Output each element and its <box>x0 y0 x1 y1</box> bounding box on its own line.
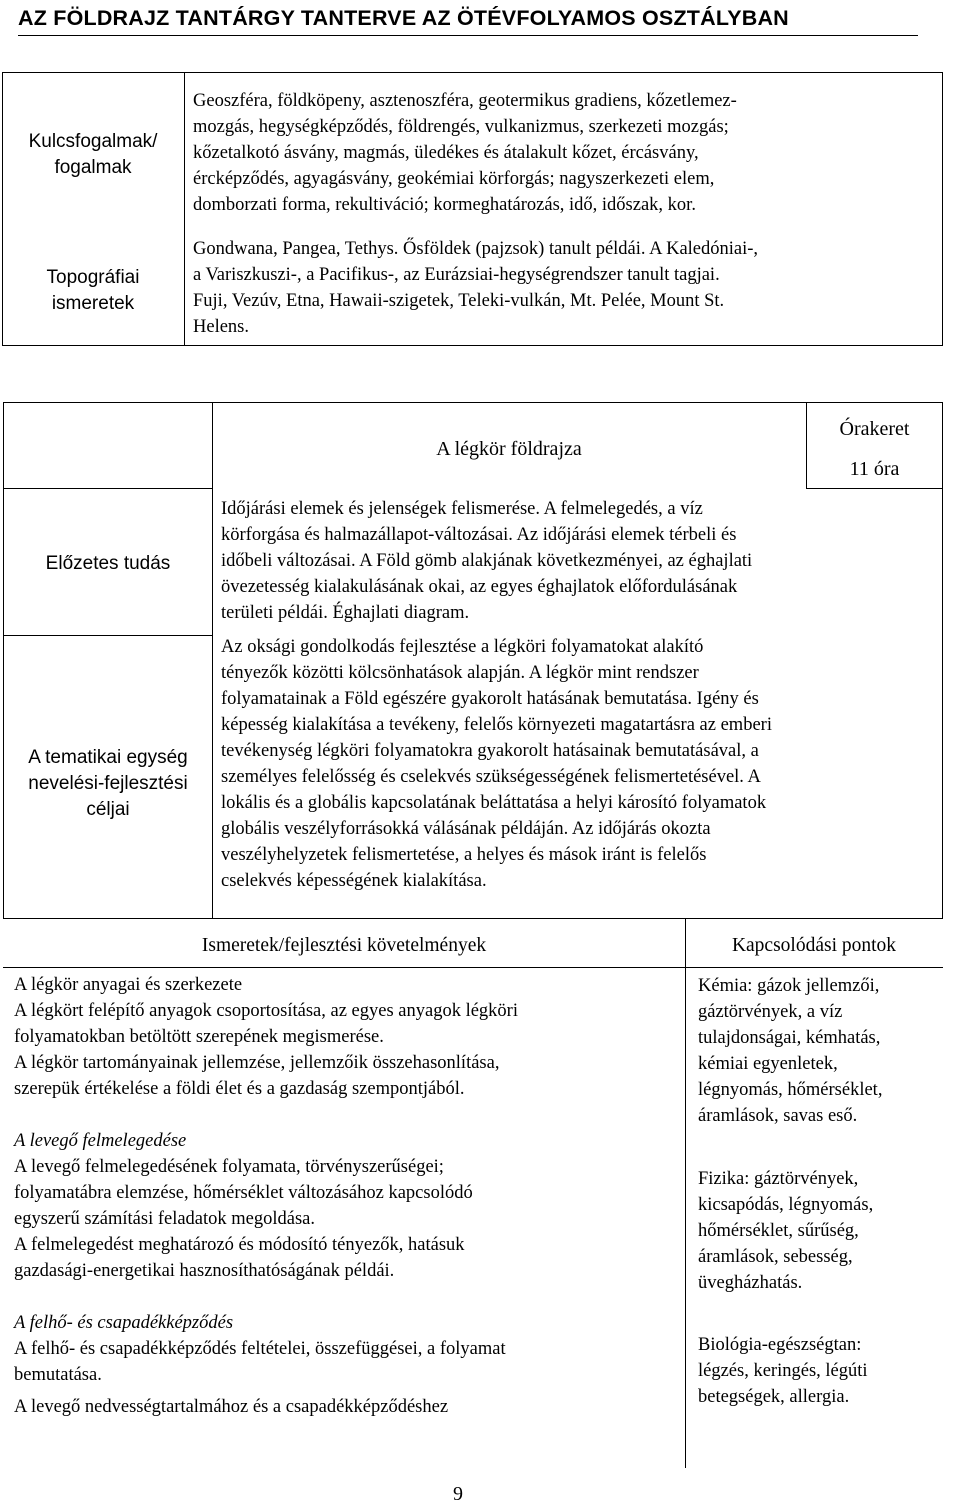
prior-knowledge-text: Időjárási elemek és jelenségek felismerése. A felmelegedés, a víz körforgása és halmazállapot-változásai. Az időjárási elemek térbeli és időbeli változásai. A Föld gömb alakjának következményei, az éghajlati övezetesség kialakulásának okai, az egyes éghajlatok előfordulásának területi példái. Éghajlati diagram. <box>221 499 753 623</box>
unit-border-mid <box>212 402 213 918</box>
section-title-atmosphere: A légkör anyagai és szerkezete <box>14 975 243 995</box>
topography-label: Topográfiai ismeretek <box>46 267 140 314</box>
unit-border-bottom <box>3 918 943 919</box>
hours-value: 11 óra <box>849 458 900 480</box>
page-header-title: AZ FÖLDRAJZ TANTÁRGY TANTERVE AZ ÖTÉVFOLYAMOS OSZTÁLYBAN <box>18 6 789 30</box>
biology-connections: Biológia-egészségtan: légzés, keringés, légúti betegségek, allergia. <box>698 1335 868 1407</box>
header-rule <box>18 35 918 36</box>
unit-border-left <box>3 402 4 918</box>
connections-header: Kapcsolódási pontok <box>731 935 897 956</box>
requirements-header: Ismeretek/fejlesztési követelmények <box>201 935 487 956</box>
requirements-divider <box>685 918 686 1468</box>
unit-title: A légkör földrajza <box>436 438 582 460</box>
topography-text: Gondwana, Pangea, Tethys. Ősföldek (pajzsok) tanult példái. A Kaledóniai-, a Variszkuszi-, a Pacifikus-, az Eurázsiai-hegységrendszer tanult tagjai. Fuji, Vezúv, Etna, Hawaii-szigetek, Teleki-vulkán, Mt. Pelée, Mount St. Helens. <box>193 239 759 337</box>
unit-border-orakeret-bottom <box>806 488 943 489</box>
unit-goals-text: Az oksági gondolkodás fejlesztése a légköri folyamatokat alakító tényezők közötti kölcsönhatások alapján. A légkör mint rendszer folyamatainak a Föld egészére gyakorolt hatásának bemutatása. Igény és képesség kialakítása a tevékeny, felelős környezeti magatartásra az emberi tevékenység légköri folyamatokra gyakorolt hatásainak bemutatásával, a személyes felelősség és cselekvés szükségességének felismertetésével. A lokális és a globális kapcsolatának beláttatása a helyi károsító folyamatok globális veszélyforrásokká válásának példáján. Az időjárás okozta veszélyhelyzetek felismertetése, a helyes és mások iránt is felelős cselekvés képességének kialakítása. <box>221 637 772 891</box>
section-title-warming: A levegő felmelegedése <box>14 1131 187 1151</box>
key-concepts-text: Geoszféra, földköpeny, asztenoszféra, geotermikus gradiens, kőzetlemez- mozgás, hegységképződés, földrengés, vulkanizmus, szerkezeti mozgás; kőzetalkotó ásvány, magmás, üledékes és átalakult kőzet, ércásvány, ércképződés, agyagásvány, geokémiai körforgás; nagyszerkezeti elem, domborzati forma, rekultiváció; kormeghatározás, idő, időszak, kor. <box>193 91 737 215</box>
unit-border-top <box>3 402 943 403</box>
unit-goals-label: A tematikai egység nevelési-fejlesztési céljai <box>28 747 188 820</box>
unit-border-left-mid <box>3 635 213 636</box>
requirements-header-rule <box>3 967 943 968</box>
section-title-clouds: A felhő- és csapadékképződés <box>14 1313 234 1333</box>
unit-border-left-top <box>3 488 213 489</box>
chemistry-connections: Kémia: gázok jellemzői, gáztörvények, a víz tulajdonságai, kémhatás, kémiai egyenletek, légnyomás, hőmérséklet, áramlások, savas eső. <box>698 976 883 1126</box>
page-number: 9 <box>453 1483 463 1505</box>
physics-connections: Fizika: gáztörvények, kicsapódás, légnyomás, hőmérséklet, sűrűség, áramlások, sebesség, üvegházhatás. <box>698 1169 874 1293</box>
requirements-text: A légkör anyagai és szerkezete A légkört felépítő anyagok csoportosítása, az egyes anyagok légköri folyamatokban betöltött szerepének megismerése. A légkör tartományainak jellemzése, jellemzőik összehasonlítása, szerepük értékelése a földi élet és a gazdaság szempontjából. A levegő felmelegedése A levegő felmelegedésének folyamata, törvényszerűségei; folyamatábra elemzése, hőmérséklet változásához kapcsolódó egyszerű számítási feladatok megoldása. A felmelegedést meghatározó és módosító tényezők, hatásuk gazdasági-energetikai hasznosíthatóságának példái. A felhő- és csapadékképződés A felhő- és csapadékképződés feltételei, összefüggései, a folyamat bemutatása. A levegő nedvességtartalmához és a csapadékképződéshez <box>14 972 518 1420</box>
hours-label: Órakeret <box>839 418 910 440</box>
key-concepts-label: Kulcsfogalmak/ fogalmak <box>28 131 158 178</box>
table-divider <box>184 72 185 346</box>
prior-knowledge-label: Előzetes tudás <box>45 553 171 574</box>
